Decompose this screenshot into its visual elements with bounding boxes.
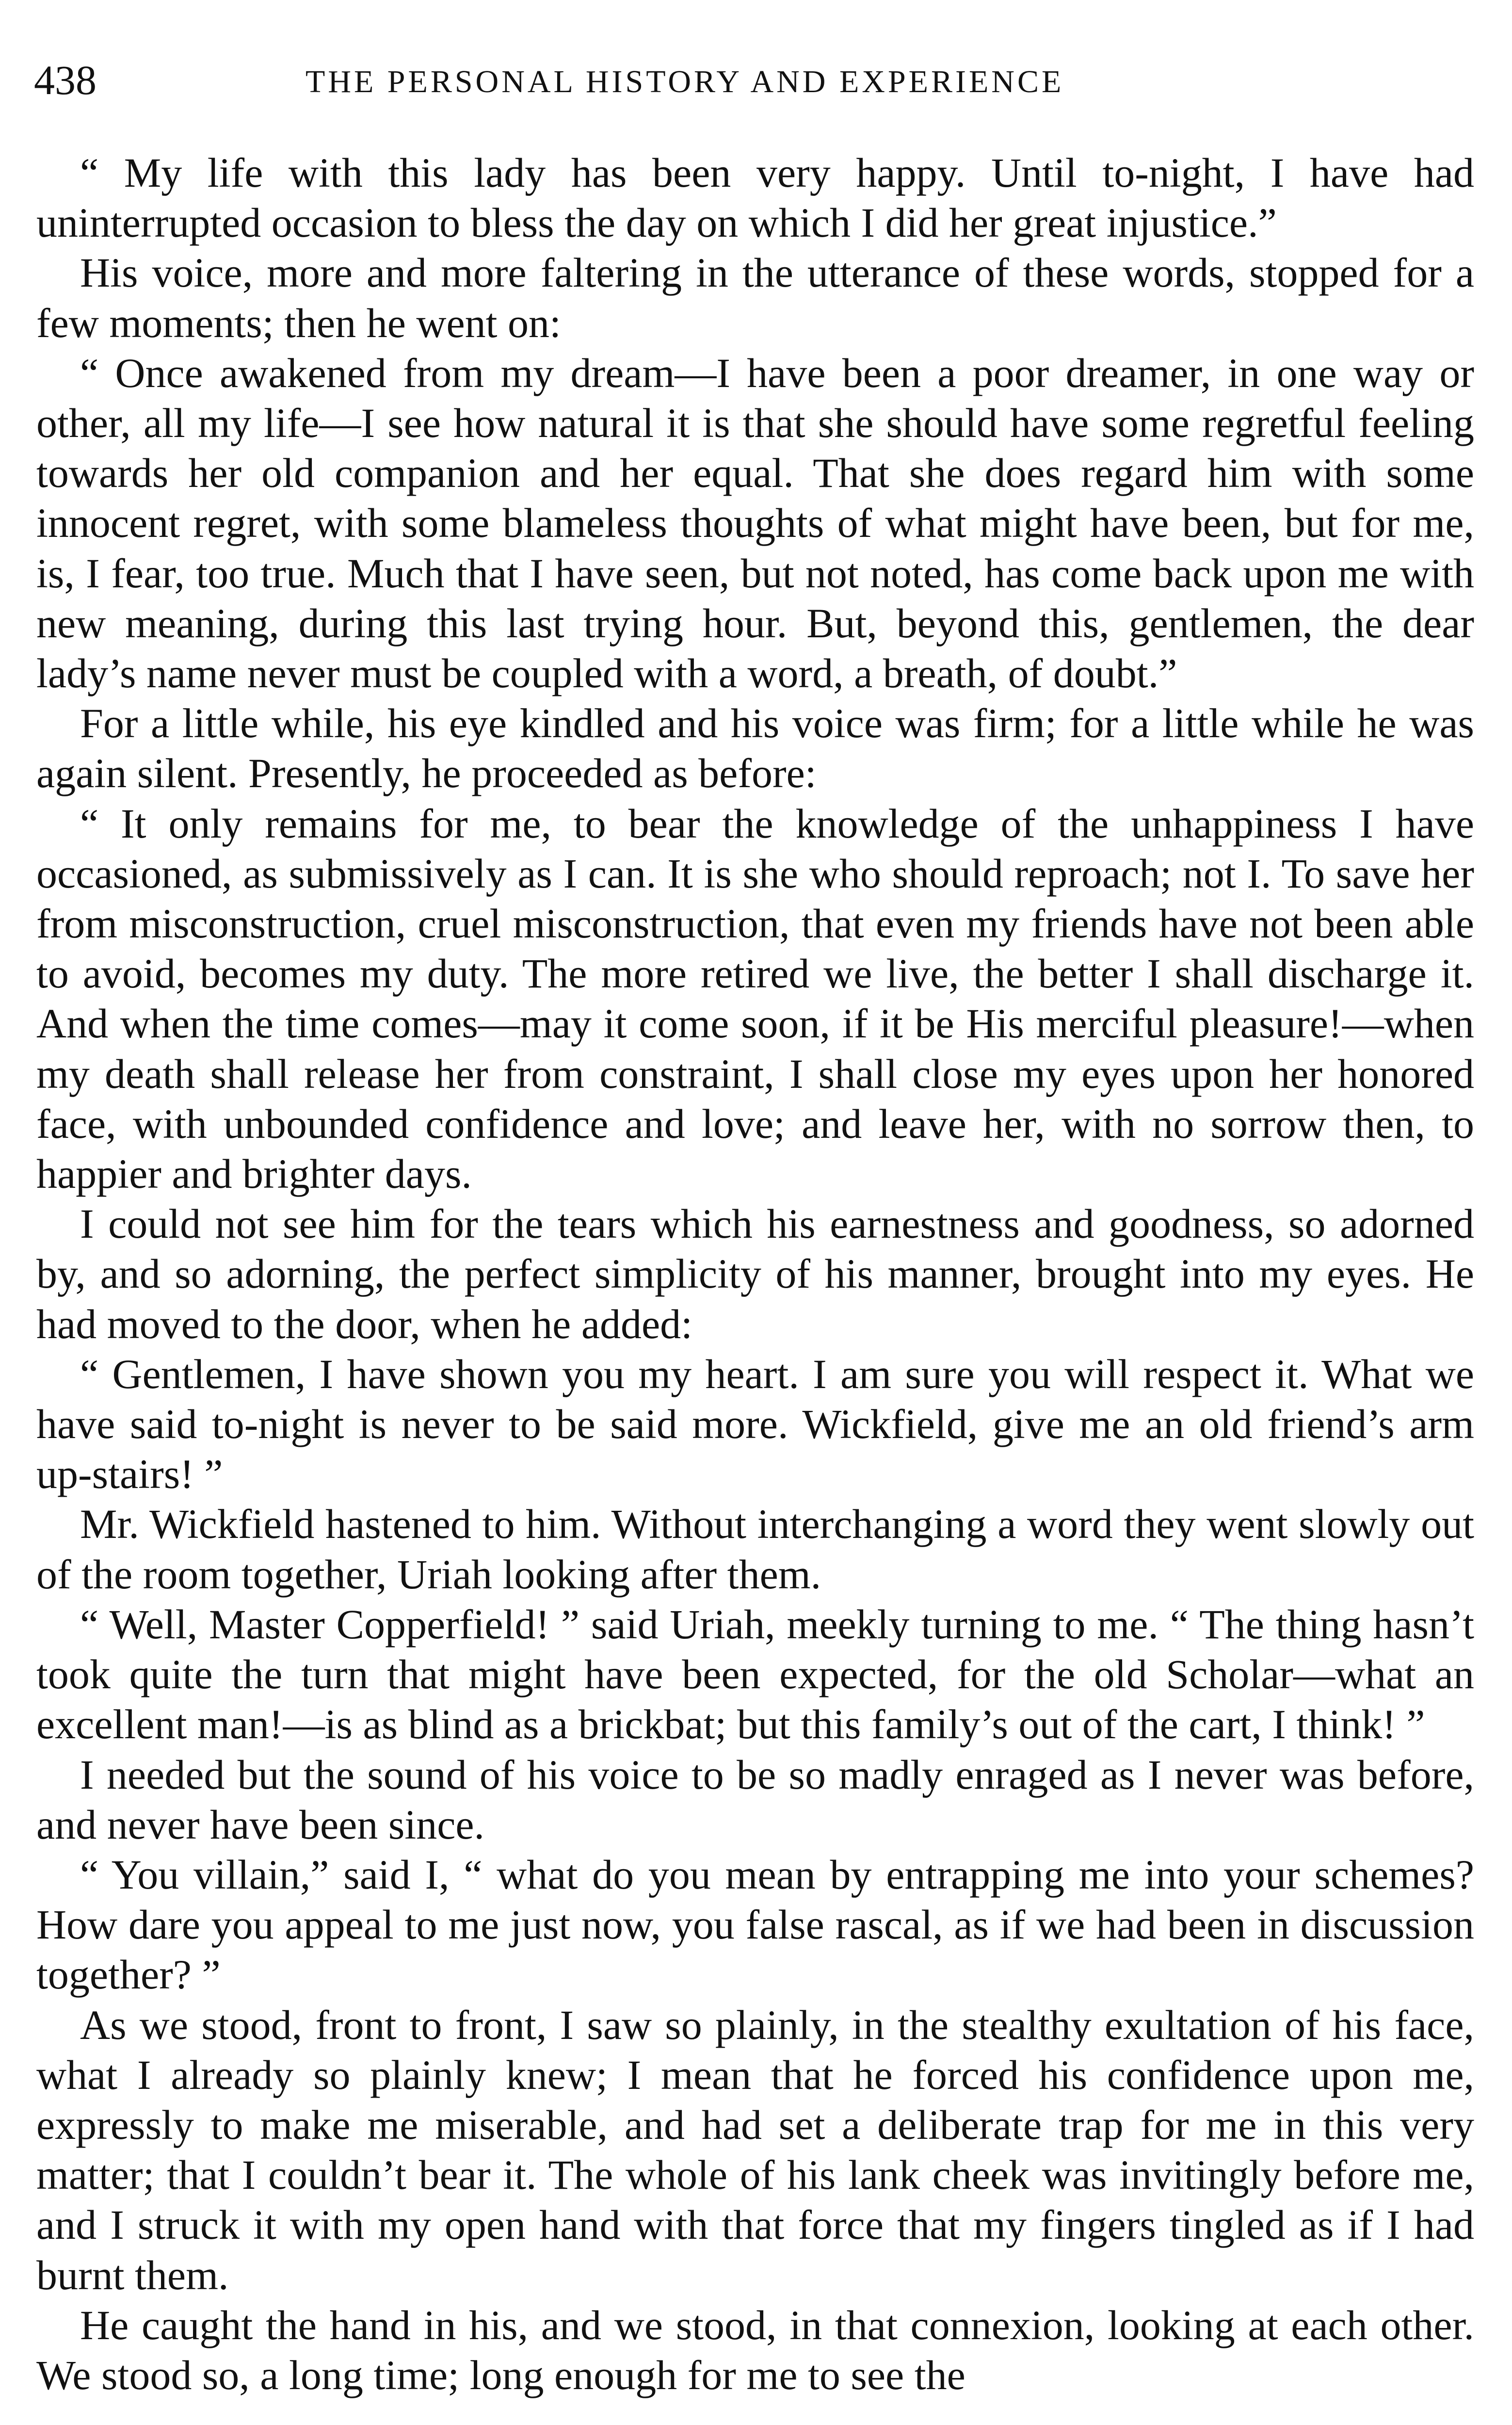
paragraph: “ My life with this lady has been very happy. Until to-night, I have had uninterrupted occasion to bless the day on which I did her great injustice.” [36,149,1474,246]
paragraph: “ It only remains for me, to bear the knowledge of the unhappiness I have occasioned, as submissively as I can. It is she who should reproach; not I. To save her from misconstruction, cruel misconstruction, that even my friends have not been able to avoid, becomes my duty. The more retired we live, the better I shall discharge it. And when the time comes—may it come soon, if it be His merciful pleasure!—when my death shall release her from constraint, I shall close my eyes upon her honored face, with unbounded confidence and love; and leave her, with no sorrow then, to happier and brighter days. [36,800,1474,1197]
paragraph: I needed but the sound of his voice to be so madly enraged as I never was before, and never have been since. [36,1751,1474,1848]
paragraph: He caught the hand in his, and we stood, in that connexion, looking at each other. We stood so, a long time; long enough for me to see the [36,2301,1474,2398]
paragraph: As we stood, front to front, I saw so plainly, in the stealthy exultation of his face, what I already so plainly knew; I mean that he forced his confidence upon me, expressly to make me miserable, and had set a deliberate trap for me in this very matter; that I couldn’t bear it. The whole of his lank cheek was invitingly before me, and I struck it with my open hand with that force that my fingers tingled as if I had burnt them. [36,2001,1474,2298]
running-head: THE PERSONAL HISTORY AND EXPERIENCE [306,64,1064,99]
paragraph: “ Well, Master Copperfield! ” said Uriah, meekly turning to me. “ The thing hasn’t took quite the turn that might have been expected, for the old Scholar—what an excellent man!—is as blind as a brickbat; but this family’s out of the cart, I think! ” [36,1600,1474,1748]
body-text [36,148,1474,2400]
paragraph: “ Once awakened from my dream—I have been a poor dreamer, in one way or other, all my life—I see how natural it is that she should have some regretful feeling towards her old companion and her equal. That she does regard him with some innocent regret, with some blameless thoughts of what might have been, but for me, is, I fear, too true. Much that I have seen, but not noted, has come back upon me with new meaning, during this last trying hour. But, beyond this, gentlemen, the dear lady’s name never must be coupled with a word, a breath, of doubt.” [36,349,1474,697]
paragraph: For a little while, his eye kindled and his voice was firm; for a little while he was again silent. Presently, he proceeded as before: [36,700,1474,797]
page-header [34,51,1478,109]
paragraph: “ You villain,” said I, “ what do you mean by entrapping me into your schemes? How dare you appeal to me just now, you false rascal, as if we had been in discussion together? ” [36,1851,1474,1998]
paragraph: Mr. Wickfield hastened to him. Without interchanging a word they went slowly out of the room together, Uriah looking after them. [36,1501,1474,1598]
paragraph: His voice, more and more faltering in the utterance of these words, stopped for a few moments; then he went on: [36,249,1474,346]
paragraph: I could not see him for the tears which his earnestness and goodness, so adorned by, and so adorning, the perfect simplicity of his manner, brought into my eyes. He had moved to the door, when he added: [36,1200,1474,1347]
paragraph: “ Gentlemen, I have shown you my heart. I am sure you will respect it. What we have said to-night is never to be said more. Wickfield, give me an old friend’s arm up-stairs! ” [36,1350,1474,1498]
page-number: 438 [34,57,97,103]
